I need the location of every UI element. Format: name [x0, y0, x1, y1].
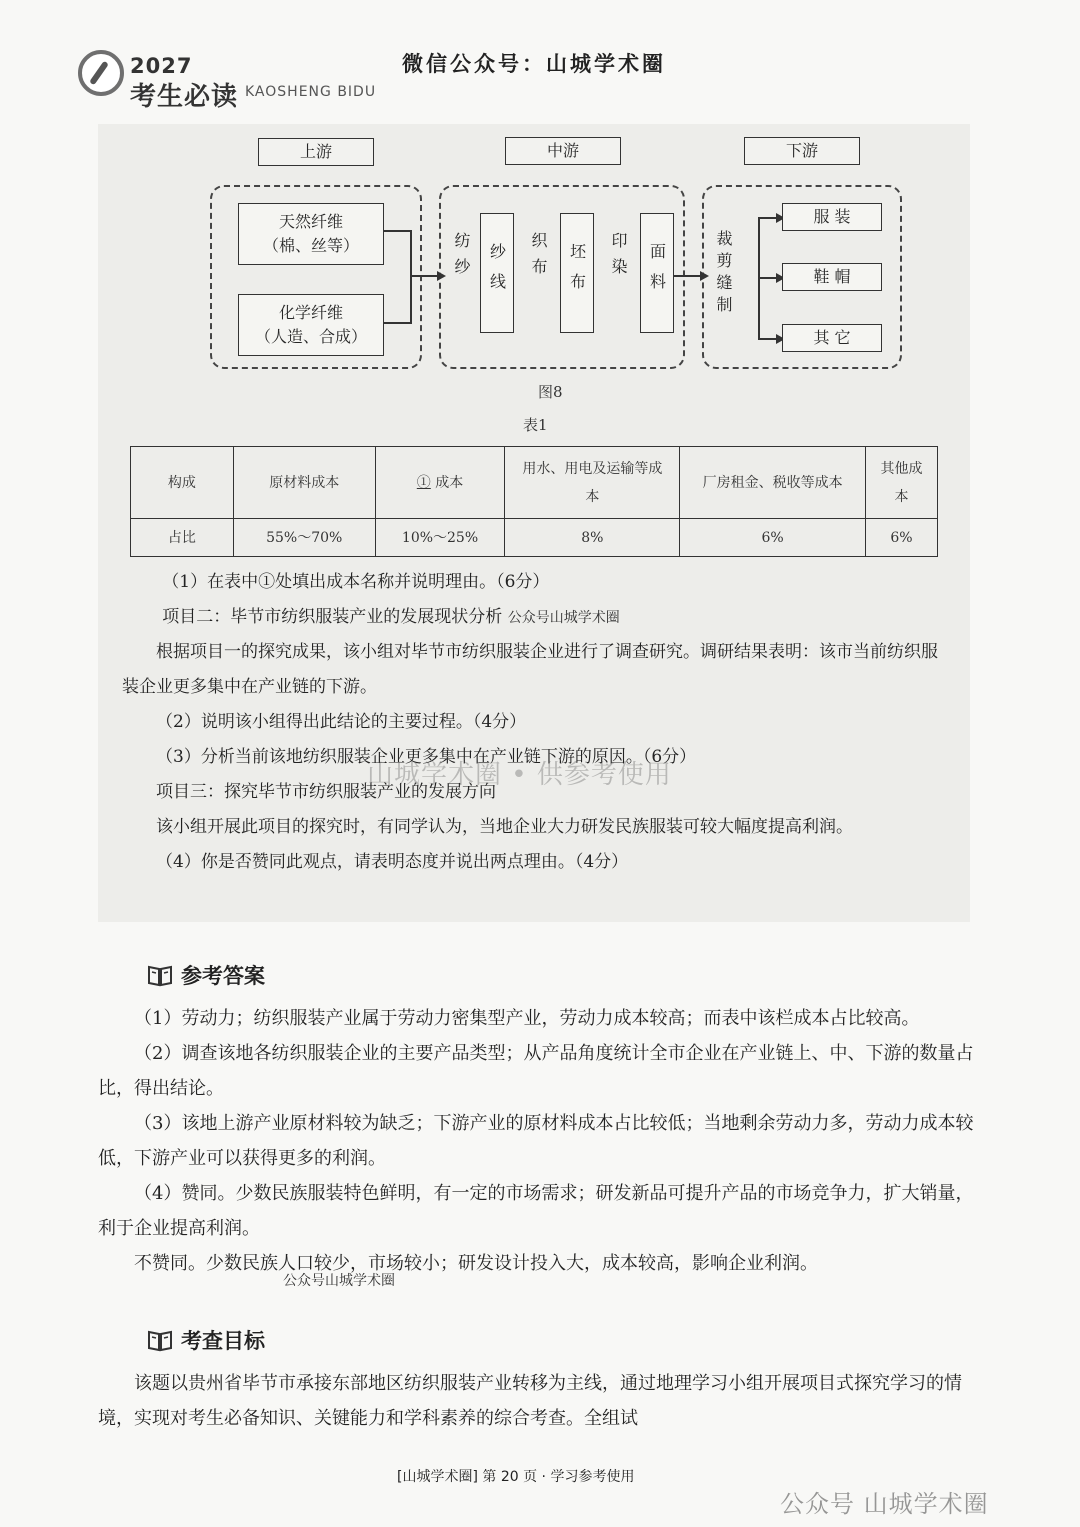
connector	[410, 230, 412, 324]
product-fabric: 面料	[640, 213, 674, 333]
answer-4: （4）赞同。少数民族服装特色鲜明，有一定的市场需求；研发新品可提升产品的市场竞争力，扩大销量，利于企业提高利润。	[98, 1183, 974, 1239]
book-icon	[147, 963, 173, 987]
arrow-icon	[700, 271, 709, 281]
cost-table	[130, 446, 938, 557]
answer-4b: 不赞同。少数民族人口较少，市场较小；研发设计投入大，成本较高，影响企业利润。	[134, 1253, 818, 1274]
process-spinning: 纺纱	[452, 232, 471, 284]
objective-block	[98, 1366, 974, 1436]
table-caption: 表1	[523, 416, 548, 434]
inline-watermark: 公众号山城学术圈	[507, 610, 620, 626]
table-cell: 55%～70%	[233, 519, 375, 557]
question-2: （2）说明该小组得出此结论的主要过程。（4分）	[156, 712, 527, 732]
question-4: （4）你是否赞同此观点，请表明态度并说出两点理由。（4分）	[156, 852, 629, 872]
connector	[674, 275, 702, 277]
answers-heading	[147, 960, 265, 990]
answer-2: （2）调查该地各纺织服装企业的主要产品类型；从产品角度统计全市企业在产业链上、中、下游的数量占比，得出结论。	[98, 1043, 974, 1099]
process-cutting-sewing: 裁剪缝制	[714, 230, 733, 318]
product-shoes-hats: 鞋 帽	[782, 263, 882, 291]
table-header: 原材料成本	[233, 447, 375, 519]
answer-1: （1）劳动力；纺织服装产业属于劳动力密集型产业，劳动力成本较高；而表中该栏成本占比较高。	[134, 1008, 920, 1029]
logo-compass-icon	[78, 50, 124, 96]
page-footer: [山城学术圈] 第 20 页 · 学习参考使用	[397, 1469, 635, 1485]
connector	[384, 322, 411, 324]
book-icon	[147, 1328, 173, 1352]
objective-heading	[147, 1325, 265, 1355]
product-others: 其 它	[782, 324, 882, 352]
table-header: 其他成本	[866, 447, 938, 519]
connector	[384, 230, 411, 232]
center-watermark: 山城学术圈 • 供参考使用	[367, 760, 672, 790]
logo-en: KAOSHENG BIDU	[245, 84, 377, 100]
question-3: （3）分析当前该地纺织服装企业更多集中在产业链下游的原因。（6分）	[156, 747, 697, 767]
chemical-fiber-box: 化学纤维 （人造、合成）	[238, 294, 384, 356]
table-row-label: 占比	[131, 519, 234, 557]
table-cell: 6%	[866, 519, 938, 557]
arrow-icon	[437, 271, 446, 281]
question-1: （1）在表中①处填出成本名称并说明理由。（6分）	[162, 572, 550, 592]
table-header-blank: ① 成本	[375, 447, 505, 519]
project-3-title: 项目三：探究毕节市纺织服装产业的发展方向	[156, 782, 496, 802]
project-3-text: 该小组开展此项目的探究时，有同学认为，当地企业大力研发民族服装可较大幅度提高利润。	[156, 817, 853, 837]
answers-title: 参考答案	[181, 964, 265, 988]
product-yarn: 纱线	[480, 213, 514, 333]
natural-fiber-box: 天然纤维 （棉、丝等）	[238, 203, 384, 265]
connector	[758, 217, 778, 219]
connector	[758, 277, 778, 279]
stage-upstream: 上游	[258, 138, 374, 166]
objective-text: 该题以贵州省毕节市承接东部地区纺织服装产业转移为主线，通过地理学习小组开展项目式探究学习的情境，实现对考生必备知识、关键能力和学科素养的综合考查。全组试	[98, 1373, 962, 1429]
blank-marker: ①	[416, 474, 431, 491]
answer-3: （3）该地上游产业原材料较为缺乏；下游产业的原材料成本占比较低；当地剩余劳动力多，劳动力成本较低，下游产业可以获得更多的利润。	[98, 1113, 974, 1169]
process-dyeing: 印染	[609, 232, 628, 284]
objective-title: 考查目标	[181, 1329, 265, 1353]
wechat-title: 微信公众号：山城学术圈	[402, 51, 666, 76]
stage-downstream: 下游	[744, 137, 860, 165]
connector	[758, 338, 778, 340]
project-2-text: 根据项目一的探究成果，该小组对毕节市纺织服装企业进行了调查研究。调研结果表明：该市当前纺织服装企业更多集中在产业链的下游。	[122, 642, 938, 697]
logo-name: 考生必读	[130, 82, 239, 112]
stage-midstream: 中游	[505, 137, 621, 165]
table-cell: 8%	[505, 519, 680, 557]
connector	[410, 275, 438, 277]
table-header: 构成	[131, 447, 234, 519]
project-2-line	[130, 600, 950, 635]
questions-block	[130, 565, 950, 635]
figure-caption: 图8	[538, 383, 563, 401]
project-2-title: 项目二：毕节市纺织服装产业的发展现状分析	[162, 607, 503, 627]
answer-watermark: 公众号山城学术圈	[283, 1273, 395, 1289]
table-cell: 6%	[680, 519, 866, 557]
product-clothing: 服 装	[782, 203, 882, 231]
product-greige: 坯布	[560, 213, 594, 333]
table-header: 用水、用电及运输等成本	[505, 447, 680, 519]
corner-watermark: 公众号 山城学术圈	[780, 1490, 989, 1518]
table-header: 厂房租金、税收等成本	[680, 447, 866, 519]
logo-year: 2027	[130, 54, 193, 78]
answers-block	[98, 1001, 974, 1281]
table-cell: 10%～25%	[375, 519, 505, 557]
process-weaving: 织布	[529, 232, 548, 284]
